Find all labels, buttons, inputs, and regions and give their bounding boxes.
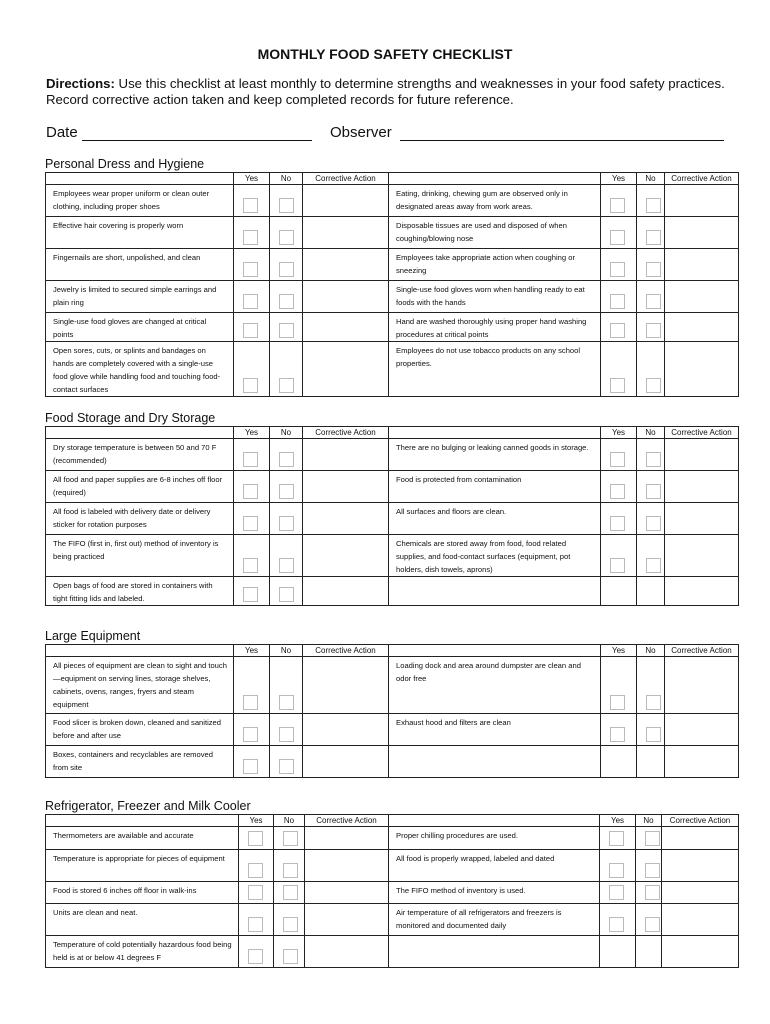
yes-cell — [601, 281, 637, 313]
column-header-item — [389, 815, 600, 827]
yes-cell — [239, 882, 274, 904]
checklist-item: Chemicals are stored away from food, food related supplies, and food-contact surfaces (equipment, pot holders, dish towels, aprons) — [389, 535, 601, 577]
corrective-action-field[interactable] — [665, 746, 739, 778]
column-header-item — [46, 645, 234, 657]
yes-cell — [600, 827, 636, 850]
date-field[interactable] — [82, 140, 312, 141]
no-checkbox[interactable] — [646, 323, 661, 338]
checklist-item: Food is protected from contamination — [389, 471, 601, 503]
yes-checkbox[interactable] — [610, 484, 625, 499]
no-cell — [636, 882, 662, 904]
yes-checkbox[interactable] — [610, 378, 625, 393]
yes-cell — [600, 936, 636, 968]
column-header-no: No — [274, 815, 305, 827]
yes-checkbox[interactable] — [243, 230, 258, 245]
table-row — [46, 535, 739, 577]
no-checkbox[interactable] — [646, 198, 661, 213]
directions-text: Use this checklist at least monthly to determine strengths and weaknesses in your food safety practices. Record corrective action taken and keep completed records for future reference. — [46, 76, 725, 107]
yes-checkbox[interactable] — [610, 230, 625, 245]
column-header-yes: Yes — [234, 427, 270, 439]
checklist-table — [45, 814, 739, 968]
no-cell — [636, 850, 662, 882]
checklist-item: Food slicer is broken down, cleaned and sanitized before and after use — [46, 714, 234, 746]
table-row — [46, 714, 739, 746]
corrective-action-field[interactable] — [305, 936, 389, 968]
yes-cell — [234, 714, 270, 746]
page-title: MONTHLY FOOD SAFETY CHECKLIST — [257, 46, 513, 62]
yes-checkbox[interactable] — [243, 484, 258, 499]
column-header-corrective: Corrective Action — [305, 815, 389, 827]
yes-checkbox[interactable] — [610, 294, 625, 309]
no-checkbox[interactable] — [279, 262, 294, 277]
no-cell — [270, 217, 303, 249]
table-header-row — [46, 815, 739, 827]
column-header-item — [46, 173, 234, 185]
column-header-corrective: Corrective Action — [662, 815, 739, 827]
column-header-item — [389, 645, 601, 657]
no-cell — [637, 503, 665, 535]
column-header-corrective: Corrective Action — [303, 427, 389, 439]
table-header-row — [46, 427, 739, 439]
no-cell — [274, 882, 305, 904]
table-row — [46, 342, 739, 397]
checklist-item: Employees do not use tobacco products on any school properties. — [389, 342, 601, 397]
yes-checkbox[interactable] — [610, 695, 625, 710]
checklist-item: Effective hair covering is properly worn — [46, 217, 234, 249]
table-row — [46, 439, 739, 471]
corrective-action-field[interactable] — [303, 342, 389, 397]
checklist-item: Employees wear proper uniform or clean outer clothing, including proper shoes — [46, 185, 234, 217]
checklist-section — [45, 629, 739, 778]
no-checkbox[interactable] — [279, 484, 294, 499]
column-header-yes: Yes — [601, 645, 637, 657]
yes-checkbox[interactable] — [243, 516, 258, 531]
table-header-row — [46, 173, 739, 185]
checklist-item: Units are clean and neat. — [46, 904, 239, 936]
column-header-no: No — [270, 173, 303, 185]
corrective-action-field[interactable] — [665, 535, 739, 577]
checklist-item: Employees take appropriate action when coughing or sneezing — [389, 249, 601, 281]
corrective-action-field[interactable] — [303, 281, 389, 313]
no-cell — [637, 281, 665, 313]
corrective-action-field[interactable] — [303, 746, 389, 778]
corrective-action-field[interactable] — [665, 471, 739, 503]
yes-cell — [601, 439, 637, 471]
column-header-no: No — [637, 427, 665, 439]
section-title: Personal Dress and Hygiene — [45, 157, 205, 171]
checklist-item — [389, 577, 601, 606]
column-header-yes: Yes — [234, 645, 270, 657]
no-cell — [270, 185, 303, 217]
yes-cell — [601, 342, 637, 397]
yes-cell — [234, 657, 270, 714]
corrective-action-field[interactable] — [305, 850, 389, 882]
no-checkbox[interactable] — [279, 198, 294, 213]
corrective-action-field[interactable] — [303, 535, 389, 577]
no-cell — [637, 657, 665, 714]
no-checkbox[interactable] — [283, 917, 298, 932]
checklist-item: Open sores, cuts, or splints and bandages on hands are completely covered with a single-use food glove while handling food and touching food-contact surfaces — [46, 342, 234, 397]
yes-checkbox[interactable] — [243, 558, 258, 573]
table-row — [46, 936, 739, 968]
table-row — [46, 471, 739, 503]
no-cell — [270, 746, 303, 778]
yes-cell — [601, 249, 637, 281]
yes-cell — [601, 746, 637, 778]
yes-cell — [601, 714, 637, 746]
corrective-action-field[interactable] — [303, 439, 389, 471]
no-cell — [274, 904, 305, 936]
yes-cell — [234, 746, 270, 778]
checklist-section — [45, 157, 739, 397]
checklist-table — [45, 426, 739, 606]
observer-field[interactable] — [400, 140, 724, 141]
column-header-no: No — [636, 815, 662, 827]
yes-cell — [601, 313, 637, 342]
column-header-corrective: Corrective Action — [665, 645, 739, 657]
yes-checkbox[interactable] — [610, 262, 625, 277]
yes-checkbox[interactable] — [248, 863, 263, 878]
column-header-yes: Yes — [600, 815, 636, 827]
corrective-action-field[interactable] — [662, 850, 739, 882]
checklist-item: Dry storage temperature is between 50 and 70 F (recommended) — [46, 439, 234, 471]
corrective-action-field[interactable] — [665, 503, 739, 535]
no-checkbox[interactable] — [279, 452, 294, 467]
table-row — [46, 217, 739, 249]
no-cell — [637, 439, 665, 471]
no-cell — [637, 313, 665, 342]
checklist-item: All food is properly wrapped, labeled and dated — [389, 850, 600, 882]
corrective-action-field[interactable] — [665, 313, 739, 342]
yes-checkbox[interactable] — [609, 885, 624, 900]
no-checkbox[interactable] — [279, 727, 294, 742]
no-checkbox[interactable] — [283, 949, 298, 964]
checklist-item: Food is stored 6 inches off floor in walk-ins — [46, 882, 239, 904]
corrective-action-field[interactable] — [662, 904, 739, 936]
no-checkbox[interactable] — [283, 885, 298, 900]
no-cell — [274, 936, 305, 968]
no-cell — [270, 535, 303, 577]
checklist-item: Exhaust hood and filters are clean — [389, 714, 601, 746]
checklist-item: Eating, drinking, chewing gum are observed only in designated areas away from work areas. — [389, 185, 601, 217]
table-row — [46, 746, 739, 778]
no-checkbox[interactable] — [283, 831, 298, 846]
corrective-action-field[interactable] — [303, 249, 389, 281]
corrective-action-field[interactable] — [665, 249, 739, 281]
yes-cell — [601, 503, 637, 535]
yes-cell — [234, 439, 270, 471]
column-header-yes: Yes — [239, 815, 274, 827]
yes-cell — [234, 217, 270, 249]
no-checkbox[interactable] — [646, 695, 661, 710]
yes-checkbox[interactable] — [248, 831, 263, 846]
yes-checkbox[interactable] — [610, 198, 625, 213]
table-row — [46, 850, 739, 882]
yes-checkbox[interactable] — [609, 917, 624, 932]
yes-cell — [234, 249, 270, 281]
checklist-item: The FIFO (first in, first out) method of inventory is being practiced — [46, 535, 234, 577]
yes-checkbox[interactable] — [243, 587, 258, 602]
yes-checkbox[interactable] — [243, 294, 258, 309]
table-row — [46, 281, 739, 313]
yes-cell — [234, 185, 270, 217]
no-checkbox[interactable] — [645, 863, 660, 878]
yes-checkbox[interactable] — [243, 378, 258, 393]
no-checkbox[interactable] — [646, 230, 661, 245]
checklist-item: All pieces of equipment are clean to sight and touch—equipment on serving lines, storage shelves, cabinets, ovens, ranges, fryers and steam equipment — [46, 657, 234, 714]
checklist-table — [45, 172, 739, 397]
corrective-action-field[interactable] — [665, 657, 739, 714]
checklist-section — [45, 799, 739, 968]
corrective-action-field[interactable] — [303, 313, 389, 342]
checklist-item: Loading dock and area around dumpster are clean and odor free — [389, 657, 601, 714]
yes-checkbox[interactable] — [248, 949, 263, 964]
corrective-action-field[interactable] — [305, 827, 389, 850]
yes-checkbox[interactable] — [609, 831, 624, 846]
checklist-item: All food is labeled with delivery date or delivery sticker for rotation purposes — [46, 503, 234, 535]
corrective-action-field[interactable] — [303, 503, 389, 535]
yes-checkbox[interactable] — [248, 885, 263, 900]
corrective-action-field[interactable] — [303, 577, 389, 606]
no-cell — [270, 714, 303, 746]
no-cell — [637, 714, 665, 746]
yes-checkbox[interactable] — [610, 452, 625, 467]
yes-cell — [239, 936, 274, 968]
column-header-no: No — [637, 645, 665, 657]
table-row — [46, 577, 739, 606]
checklist-item: Single-use food gloves worn when handling ready to eat foods with the hands — [389, 281, 601, 313]
checklist-item: There are no bulging or leaking canned goods in storage. — [389, 439, 601, 471]
checklist-item: Thermometers are available and accurate — [46, 827, 239, 850]
column-header-no: No — [270, 645, 303, 657]
no-checkbox[interactable] — [646, 484, 661, 499]
yes-cell — [234, 503, 270, 535]
no-cell — [637, 577, 665, 606]
corrective-action-field[interactable] — [665, 217, 739, 249]
yes-cell — [234, 342, 270, 397]
column-header-corrective: Corrective Action — [303, 173, 389, 185]
yes-checkbox[interactable] — [243, 727, 258, 742]
no-cell — [636, 936, 662, 968]
no-checkbox[interactable] — [645, 917, 660, 932]
yes-checkbox[interactable] — [610, 323, 625, 338]
no-checkbox[interactable] — [645, 885, 660, 900]
yes-cell — [234, 471, 270, 503]
column-header-corrective: Corrective Action — [665, 173, 739, 185]
checklist-item: Fingernails are short, unpolished, and clean — [46, 249, 234, 281]
yes-cell — [601, 577, 637, 606]
checklist-item: Hand are washed thoroughly using proper hand washing procedures at critical points — [389, 313, 601, 342]
checklist-table — [45, 644, 739, 778]
yes-cell — [601, 217, 637, 249]
no-checkbox[interactable] — [279, 558, 294, 573]
no-cell — [270, 657, 303, 714]
no-cell — [270, 577, 303, 606]
date-label: Date — [46, 124, 78, 141]
checklist-item: Air temperature of all refrigerators and freezers is monitored and documented daily — [389, 904, 600, 936]
column-header-no: No — [270, 427, 303, 439]
checklist-item: Proper chilling procedures are used. — [389, 827, 600, 850]
yes-cell — [601, 471, 637, 503]
no-cell — [637, 746, 665, 778]
no-cell — [637, 217, 665, 249]
yes-cell — [234, 281, 270, 313]
corrective-action-field[interactable] — [662, 882, 739, 904]
yes-cell — [601, 657, 637, 714]
corrective-action-field[interactable] — [665, 577, 739, 606]
no-checkbox[interactable] — [279, 759, 294, 774]
yes-cell — [234, 535, 270, 577]
yes-checkbox[interactable] — [610, 516, 625, 531]
no-checkbox[interactable] — [279, 230, 294, 245]
no-checkbox[interactable] — [646, 378, 661, 393]
checklist-item: Boxes, containers and recyclables are removed from site — [46, 746, 234, 778]
no-checkbox[interactable] — [279, 516, 294, 531]
column-header-item — [389, 173, 601, 185]
checklist-item: All surfaces and floors are clean. — [389, 503, 601, 535]
column-header-corrective: Corrective Action — [665, 427, 739, 439]
corrective-action-field[interactable] — [305, 882, 389, 904]
yes-cell — [234, 577, 270, 606]
column-header-corrective: Corrective Action — [303, 645, 389, 657]
no-cell — [270, 342, 303, 397]
table-row — [46, 904, 739, 936]
table-row — [46, 657, 739, 714]
corrective-action-field[interactable] — [665, 439, 739, 471]
corrective-action-field[interactable] — [662, 936, 739, 968]
no-checkbox[interactable] — [279, 323, 294, 338]
corrective-action-field[interactable] — [665, 185, 739, 217]
corrective-action-field[interactable] — [303, 714, 389, 746]
corrective-action-field[interactable] — [665, 714, 739, 746]
yes-cell — [600, 882, 636, 904]
no-checkbox[interactable] — [646, 262, 661, 277]
no-checkbox[interactable] — [646, 294, 661, 309]
yes-cell — [600, 904, 636, 936]
yes-checkbox[interactable] — [243, 323, 258, 338]
no-cell — [637, 471, 665, 503]
table-header-row — [46, 645, 739, 657]
column-header-item — [389, 427, 601, 439]
no-checkbox[interactable] — [279, 587, 294, 602]
directions-label: Directions: — [46, 76, 115, 91]
section-title: Refrigerator, Freezer and Milk Cooler — [45, 799, 251, 813]
checklist-item: Open bags of food are stored in containers with tight fitting lids and labeled. — [46, 577, 234, 606]
no-cell — [636, 904, 662, 936]
no-checkbox[interactable] — [279, 294, 294, 309]
no-cell — [637, 185, 665, 217]
column-header-no: No — [637, 173, 665, 185]
checklist-item: Temperature is appropriate for pieces of equipment — [46, 850, 239, 882]
column-header-yes: Yes — [601, 173, 637, 185]
yes-checkbox[interactable] — [248, 917, 263, 932]
no-cell — [270, 313, 303, 342]
yes-checkbox[interactable] — [609, 863, 624, 878]
corrective-action-field[interactable] — [665, 281, 739, 313]
yes-cell — [239, 904, 274, 936]
checklist-item: Temperature of cold potentially hazardous food being held is at or below 41 degrees F — [46, 936, 239, 968]
column-header-item — [46, 427, 234, 439]
yes-checkbox[interactable] — [243, 695, 258, 710]
table-row — [46, 313, 739, 342]
section-title: Large Equipment — [45, 629, 141, 643]
no-cell — [637, 249, 665, 281]
checklist-item: Single-use food gloves are changed at critical points — [46, 313, 234, 342]
column-header-item — [46, 815, 239, 827]
corrective-action-field[interactable] — [665, 342, 739, 397]
yes-checkbox[interactable] — [243, 759, 258, 774]
no-checkbox[interactable] — [646, 727, 661, 742]
checklist-item — [389, 746, 601, 778]
no-cell — [270, 281, 303, 313]
table-row — [46, 882, 739, 904]
yes-checkbox[interactable] — [243, 262, 258, 277]
checklist-item: Jewelry is limited to secured simple earrings and plain ring — [46, 281, 234, 313]
no-checkbox[interactable] — [283, 863, 298, 878]
no-cell — [637, 342, 665, 397]
no-cell — [637, 535, 665, 577]
table-row — [46, 249, 739, 281]
yes-cell — [239, 827, 274, 850]
column-header-yes: Yes — [234, 173, 270, 185]
yes-cell — [239, 850, 274, 882]
no-checkbox[interactable] — [646, 516, 661, 531]
no-checkbox[interactable] — [646, 452, 661, 467]
checklist-item: All food and paper supplies are 6-8 inches off floor (required) — [46, 471, 234, 503]
no-checkbox[interactable] — [279, 378, 294, 393]
checklist-item: The FIFO method of inventory is used. — [389, 882, 600, 904]
table-row — [46, 827, 739, 850]
yes-checkbox[interactable] — [610, 727, 625, 742]
no-cell — [270, 439, 303, 471]
corrective-action-field[interactable] — [662, 827, 739, 850]
no-checkbox[interactable] — [645, 831, 660, 846]
no-cell — [274, 827, 305, 850]
column-header-yes: Yes — [601, 427, 637, 439]
observer-label: Observer — [330, 124, 392, 141]
yes-cell — [601, 535, 637, 577]
yes-checkbox[interactable] — [243, 452, 258, 467]
section-title: Food Storage and Dry Storage — [45, 411, 216, 425]
checklist-section — [45, 411, 739, 606]
directions — [46, 76, 736, 108]
yes-checkbox[interactable] — [243, 198, 258, 213]
no-checkbox[interactable] — [646, 558, 661, 573]
corrective-action-field[interactable] — [305, 904, 389, 936]
no-cell — [270, 249, 303, 281]
no-cell — [270, 503, 303, 535]
checklist-item: Disposable tissues are used and disposed of when coughing/blowing nose — [389, 217, 601, 249]
corrective-action-field[interactable] — [303, 471, 389, 503]
no-cell — [270, 471, 303, 503]
no-cell — [636, 827, 662, 850]
table-row — [46, 185, 739, 217]
yes-cell — [600, 850, 636, 882]
no-cell — [274, 850, 305, 882]
no-checkbox[interactable] — [279, 695, 294, 710]
table-row — [46, 503, 739, 535]
corrective-action-field[interactable] — [303, 185, 389, 217]
yes-cell — [601, 185, 637, 217]
corrective-action-field[interactable] — [303, 217, 389, 249]
yes-checkbox[interactable] — [610, 558, 625, 573]
yes-cell — [234, 313, 270, 342]
corrective-action-field[interactable] — [303, 657, 389, 714]
checklist-item — [389, 936, 600, 968]
